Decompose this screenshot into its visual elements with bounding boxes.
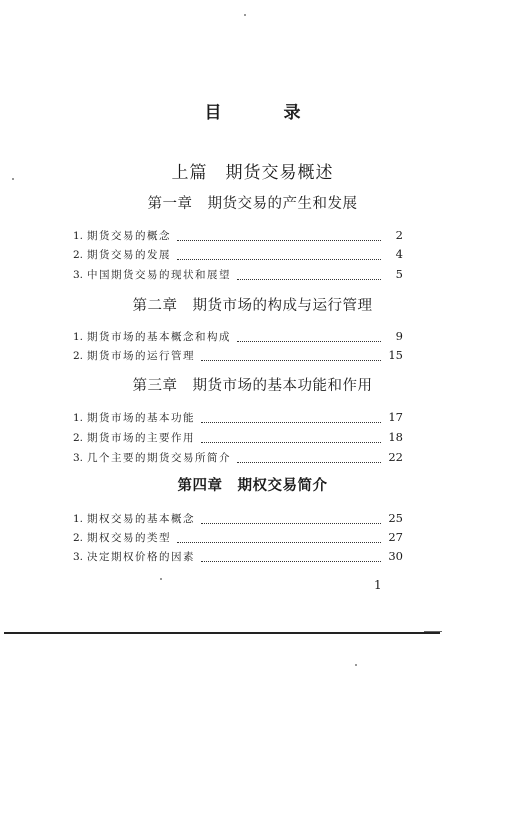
entry-page: 22	[388, 450, 403, 464]
entry-page: 25	[388, 511, 403, 525]
entry-number: 1.	[73, 331, 84, 343]
toc-entry[interactable]	[73, 529, 403, 545]
entry-page: 27	[388, 530, 403, 544]
toc-entry[interactable]	[73, 429, 403, 445]
part-title: 上篇 期货交易概述	[171, 163, 334, 183]
entry-page: 17	[388, 410, 403, 424]
entry-label: 中国期货交易的现状和展望	[87, 269, 231, 281]
entry-number: 2.	[73, 532, 84, 544]
entry-number: 3.	[73, 551, 84, 563]
entry-number: 2.	[73, 249, 84, 261]
entry-label: 决定期权价格的因素	[87, 551, 195, 563]
dot-leader	[237, 269, 381, 280]
scan-speck	[355, 664, 357, 666]
entry-page: 18	[388, 430, 403, 444]
page-edge-rule-tail	[424, 631, 442, 632]
entry-number: 1.	[73, 412, 84, 424]
entry-page: 5	[395, 267, 403, 281]
entry-label: 期货市场的主要作用	[87, 432, 195, 444]
entry-label: 期权交易的基本概念	[87, 513, 195, 525]
entry-page: 4	[395, 247, 403, 261]
scan-speck	[12, 178, 14, 180]
dot-leader	[201, 432, 381, 443]
toc-entry[interactable]	[73, 227, 403, 243]
dot-leader	[201, 412, 381, 423]
dot-leader	[201, 551, 381, 562]
entry-page: 2	[395, 228, 403, 242]
entry-page: 15	[388, 348, 403, 362]
entry-label: 期货市场的运行管理	[87, 350, 195, 362]
toc-entry[interactable]	[73, 347, 403, 363]
chapter-title: 第一章 期货交易的产生和发展	[147, 196, 358, 212]
entry-label: 期货交易的概念	[87, 230, 171, 242]
toc-entry[interactable]	[73, 548, 403, 564]
entry-number: 1.	[73, 513, 84, 525]
toc-entry[interactable]	[73, 409, 403, 425]
entry-number: 2.	[73, 350, 84, 362]
scan-speck	[160, 578, 162, 580]
entry-label: 期货市场的基本功能	[87, 412, 195, 424]
entry-number: 3.	[73, 452, 84, 464]
entry-label: 期权交易的类型	[87, 532, 171, 544]
chapter-title: 第二章 期货市场的构成与运行管理	[132, 298, 373, 314]
toc-entry[interactable]	[73, 510, 403, 526]
entry-number: 1.	[73, 230, 84, 242]
entry-label: 期货市场的基本概念和构成	[87, 331, 231, 343]
dot-leader	[237, 452, 381, 463]
entry-label: 几个主要的期货交易所简介	[87, 452, 231, 464]
dot-leader	[177, 249, 381, 260]
page-number: 1	[374, 578, 382, 592]
page-edge-rule	[4, 632, 440, 634]
dot-leader	[177, 230, 381, 241]
entry-page: 9	[395, 329, 403, 343]
entry-page: 30	[388, 549, 403, 563]
toc-entry[interactable]	[73, 449, 403, 465]
dot-leader	[201, 350, 381, 361]
chapter-title: 第三章 期货市场的基本功能和作用	[132, 378, 373, 394]
scan-speck	[244, 14, 246, 16]
chapter-title: 第四章 期权交易简介	[177, 477, 328, 494]
dot-leader	[177, 532, 381, 543]
toc-entry[interactable]	[73, 328, 403, 344]
dot-leader	[237, 331, 381, 342]
entry-label: 期货交易的发展	[87, 249, 171, 261]
entry-number: 2.	[73, 432, 84, 444]
dot-leader	[201, 513, 381, 524]
toc-entry[interactable]	[73, 266, 403, 282]
entry-number: 3.	[73, 269, 84, 281]
page-title: 目 录	[204, 103, 329, 123]
toc-entry[interactable]	[73, 246, 403, 262]
